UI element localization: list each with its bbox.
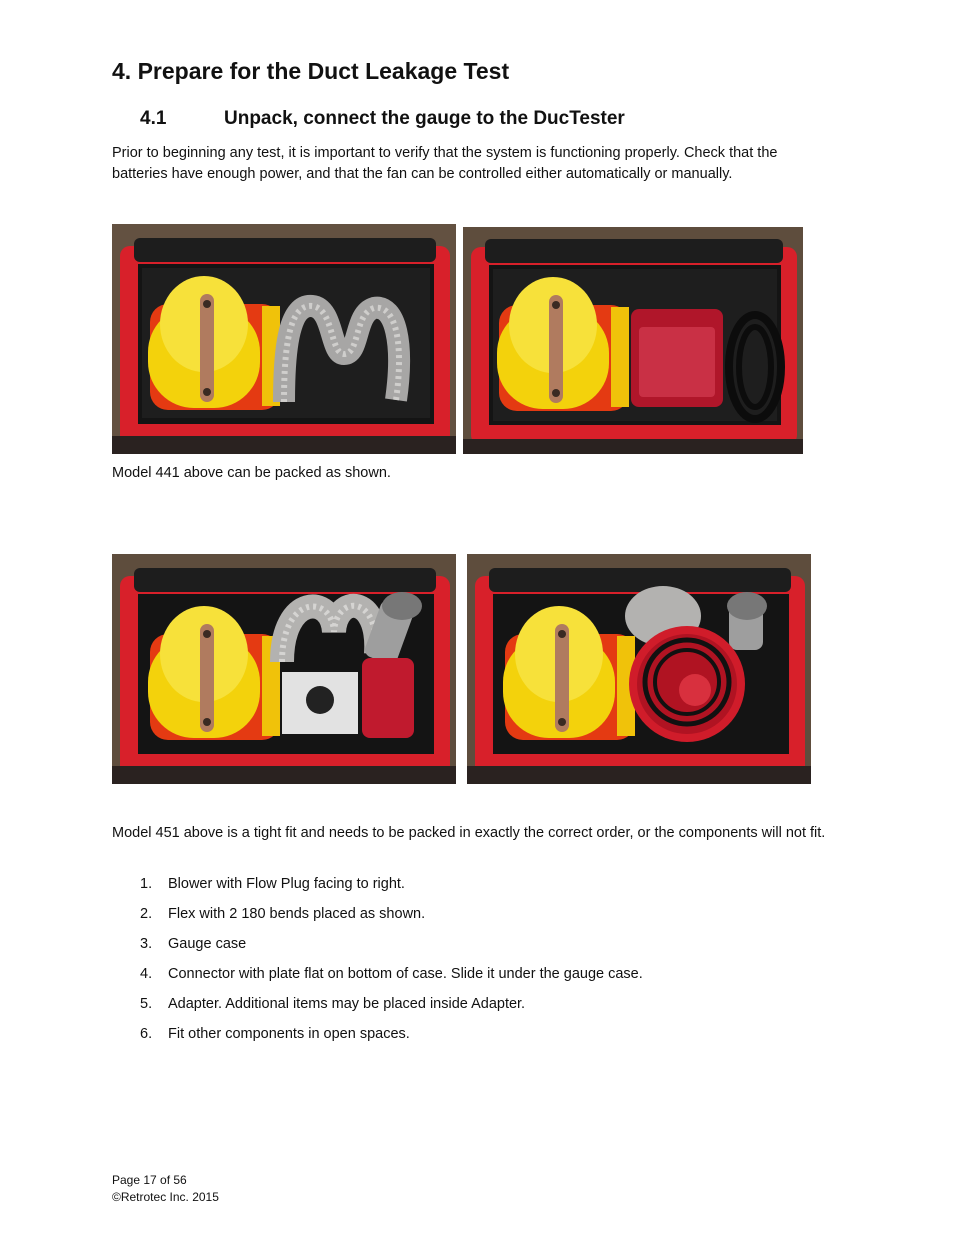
- caption-model-441: Model 441 above can be packed as shown.: [112, 465, 391, 481]
- step-text: Flex with 2 180 bends placed as shown.: [168, 906, 426, 922]
- section-heading: [140, 108, 625, 130]
- step-number: 2.: [140, 906, 153, 922]
- photo-441-flex: [112, 224, 456, 454]
- page-number: Page 17 of 56: [112, 1173, 187, 1187]
- step-text: Fit other components in open spaces.: [168, 1026, 410, 1042]
- step-number: 1.: [140, 876, 153, 892]
- step-number: 5.: [140, 996, 153, 1012]
- section-number: 4.1: [140, 108, 167, 129]
- section-title: Unpack, connect the gauge to the DucTester: [224, 108, 625, 129]
- step-number: 3.: [140, 936, 153, 952]
- step-text: Connector with plate flat on bottom of case. Slide it under the gauge case.: [168, 966, 643, 982]
- photo-441-gauge-case: [463, 227, 803, 454]
- page-heading: 4. Prepare for the Duct Leakage Test: [112, 58, 510, 84]
- photo-451-adapter: [467, 554, 811, 784]
- step-text: Adapter. Additional items may be placed inside Adapter.: [168, 996, 526, 1012]
- step-text: Blower with Flow Plug facing to right.: [168, 876, 405, 892]
- step-number: 4.: [140, 966, 153, 982]
- step-number: 6.: [140, 1026, 153, 1042]
- page-footer: [112, 1172, 219, 1206]
- copyright: ©Retrotec Inc. 2015: [112, 1190, 219, 1204]
- intro-paragraph: Prior to beginning any test, it is important to verify that the system is functioning properly. Check that the batteries have enough power, and that the fan can be controlled either automatically or manually.: [112, 145, 778, 182]
- step-text: Gauge case: [168, 936, 247, 952]
- photo-451-connector: [112, 554, 456, 784]
- caption-model-451: Model 451 above is a tight fit and needs to be packed in exactly the correct order, or the components will not fit.: [112, 825, 826, 841]
